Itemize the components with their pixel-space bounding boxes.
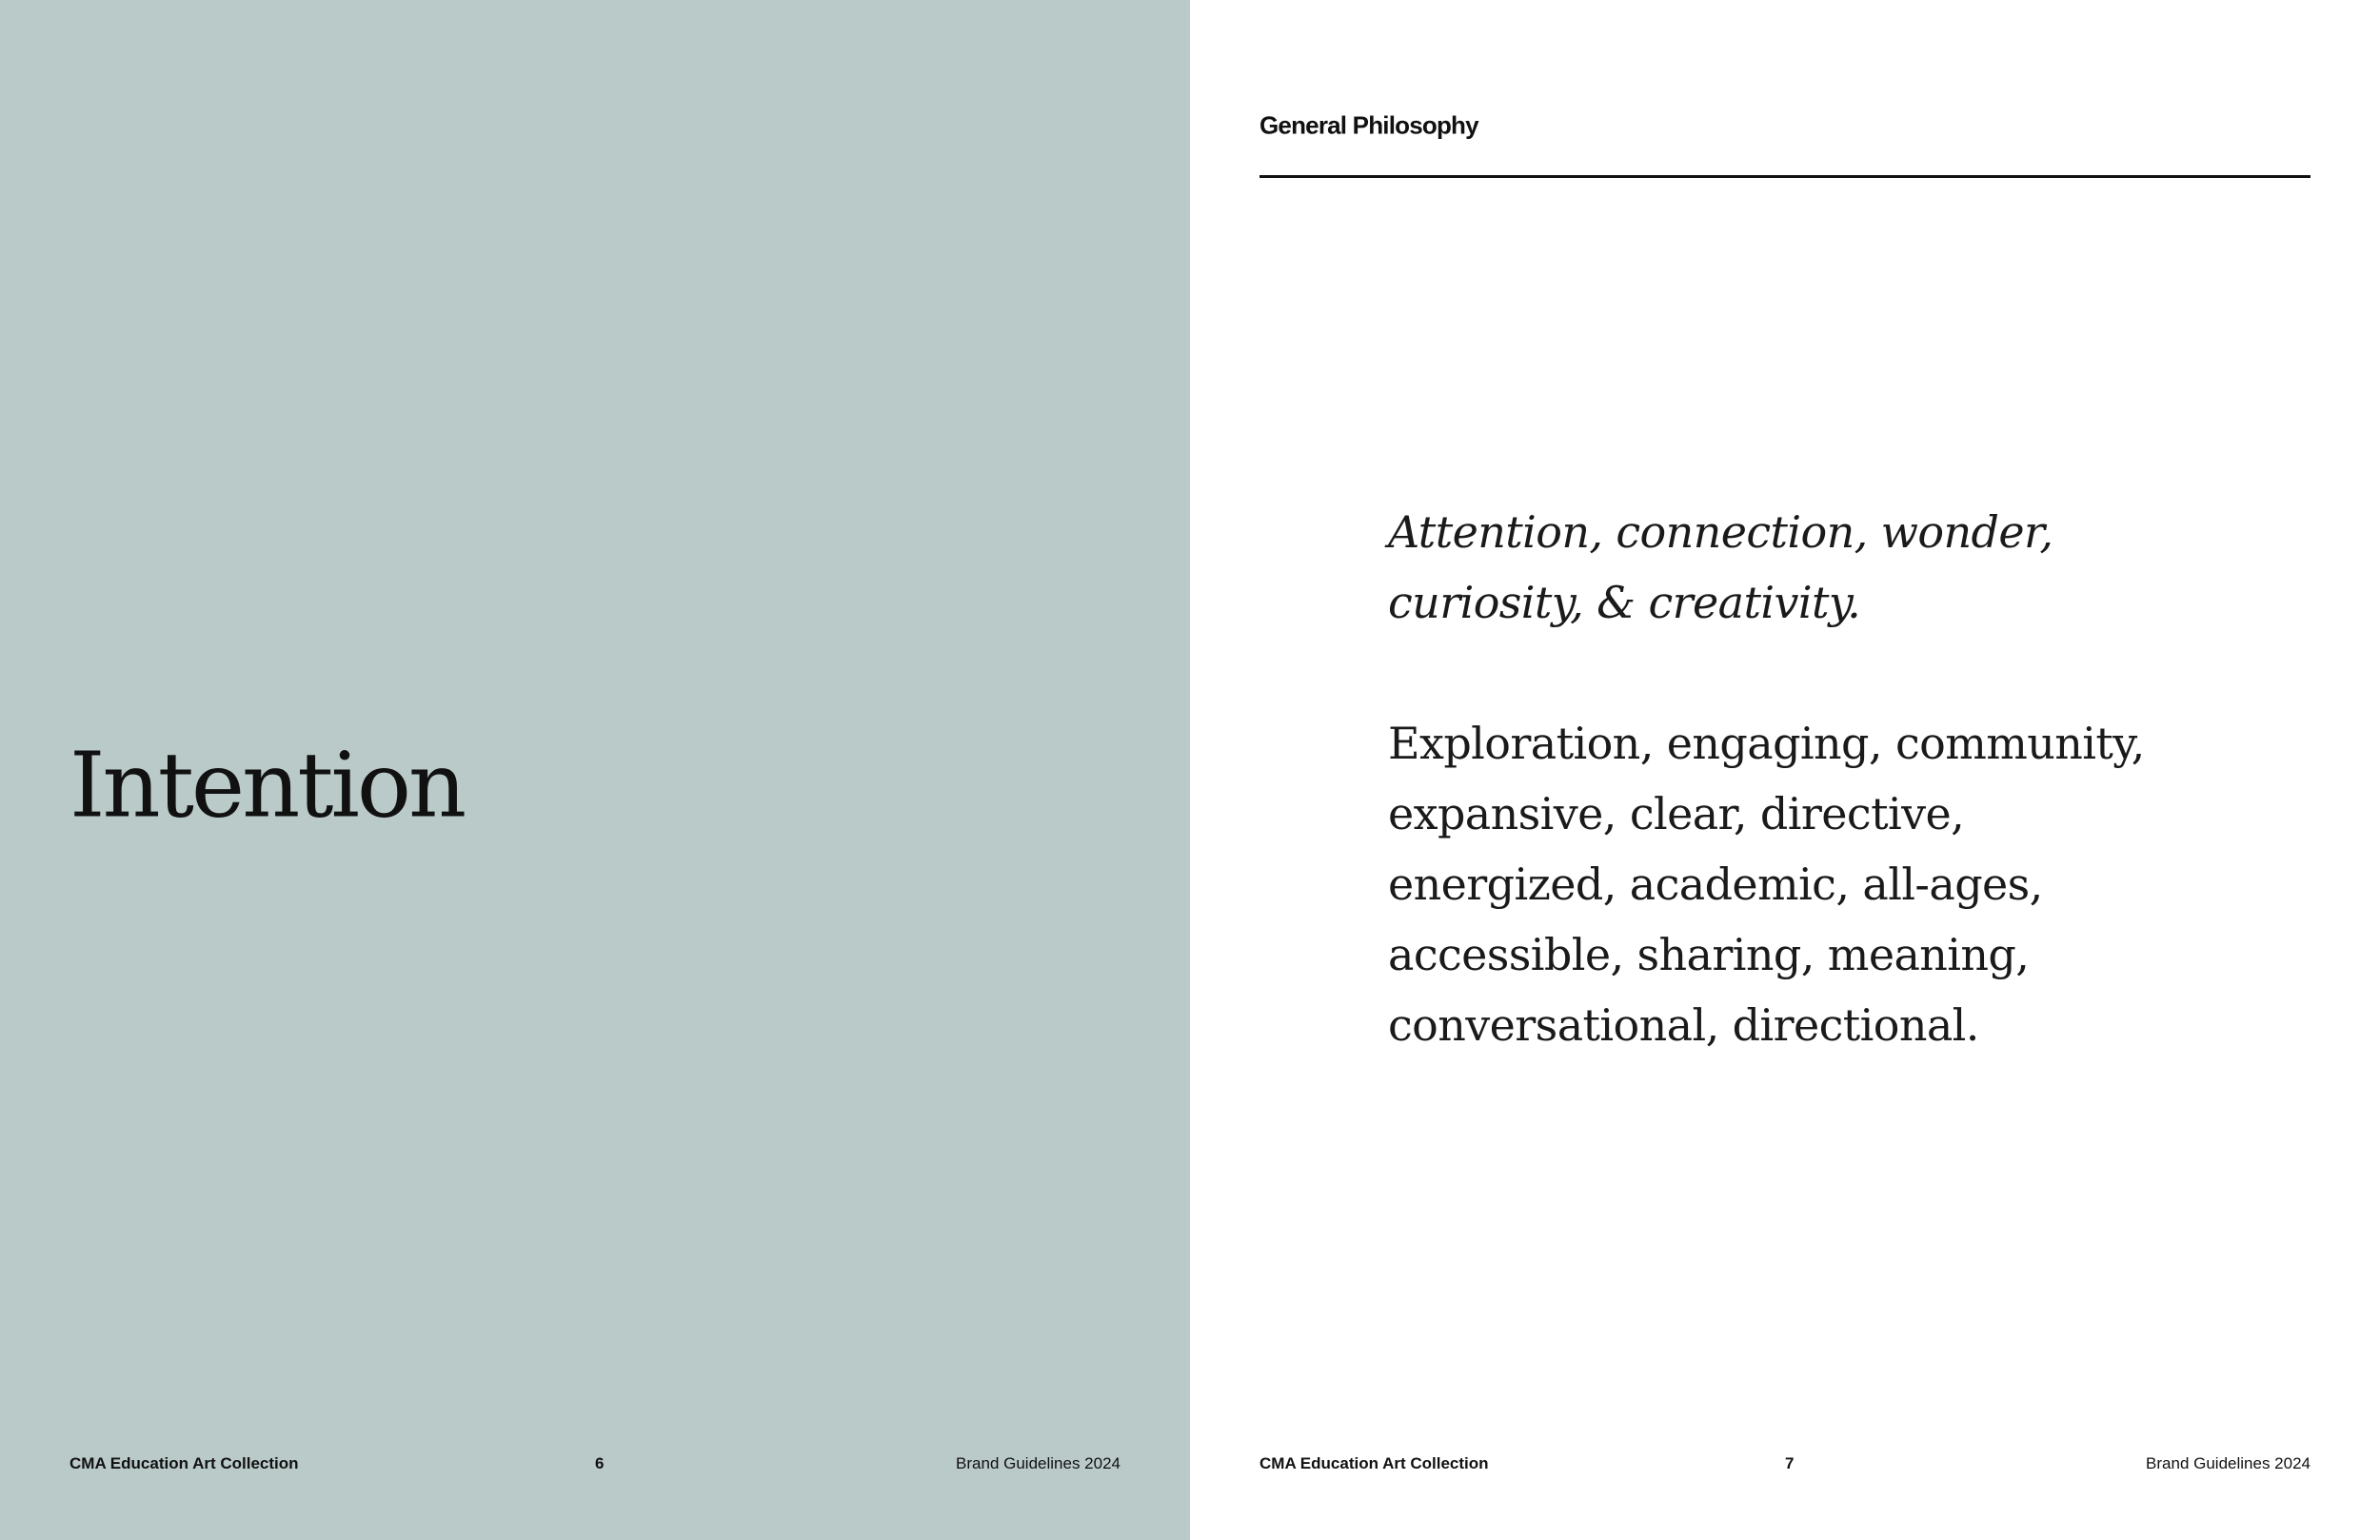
footer-collection-name: CMA Education Art Collection xyxy=(69,1454,299,1472)
footer-collection-name: CMA Education Art Collection xyxy=(1259,1454,1489,1472)
header-divider xyxy=(1259,175,2311,178)
right-page xyxy=(1190,0,2380,1540)
philosophy-text xyxy=(1388,497,2264,1060)
italic-line: Attention, connection, wonder, xyxy=(1388,506,2053,558)
footer-document-title: Brand Guidelines 2024 xyxy=(2146,1454,2311,1472)
footer-page-number: 6 xyxy=(595,1454,605,1472)
keyword-line: accessible, sharing, meaning, xyxy=(1388,929,2030,980)
keyword-line: Exploration, engaging, community, xyxy=(1388,718,2145,769)
footer-page-number: 7 xyxy=(1785,1454,1795,1472)
section-heading: Intention xyxy=(69,733,465,839)
keyword-list xyxy=(1388,708,2264,1060)
right-page-footer xyxy=(1190,1452,2380,1475)
keyword-line: energized, academic, all-ages, xyxy=(1388,859,2043,910)
left-page-footer xyxy=(0,1452,1190,1475)
footer-document-title: Brand Guidelines 2024 xyxy=(956,1454,1121,1472)
keyword-line: expansive, clear, directive, xyxy=(1388,788,1965,839)
italic-line: curiosity, & creativity. xyxy=(1388,577,1861,628)
italic-statement xyxy=(1388,497,2264,638)
page-title: General Philosophy xyxy=(1259,110,1478,140)
keyword-line: conversational, directional. xyxy=(1388,999,1979,1051)
